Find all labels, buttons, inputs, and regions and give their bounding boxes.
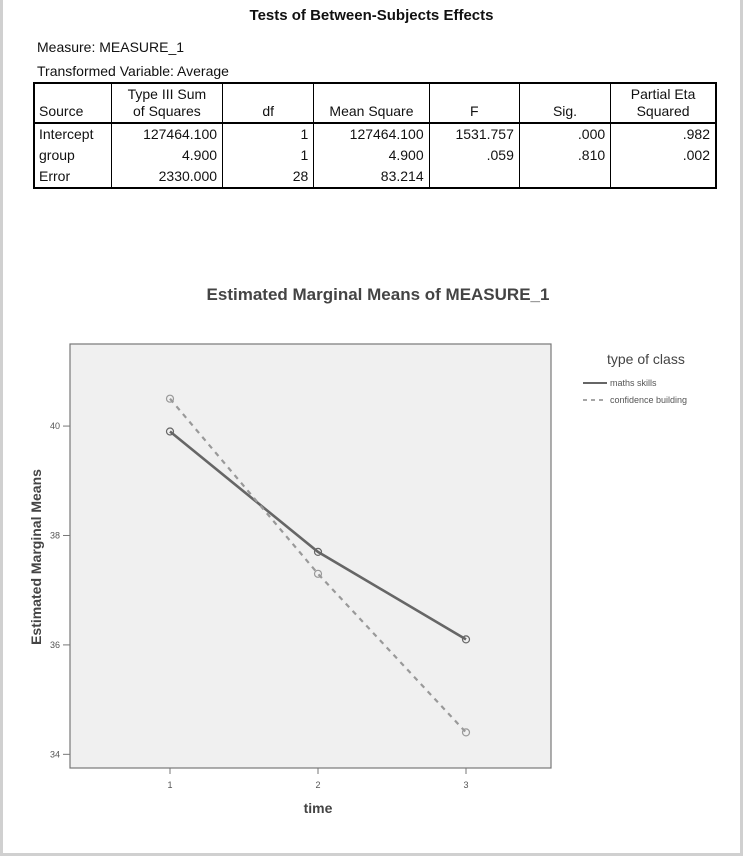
y-tick-label: 38	[49, 530, 60, 541]
header-eta-line2: Squared	[636, 103, 690, 119]
x-tick-label: 1	[167, 780, 173, 790]
cell-ss: 2330.000	[111, 166, 222, 188]
table-title: Tests of Between-Subjects Effects	[249, 7, 494, 24]
header-mean-square: Mean Square	[314, 83, 429, 123]
row-source: Intercept	[34, 123, 111, 145]
x-axis-title: time	[303, 800, 333, 816]
header-source: Source	[34, 83, 111, 123]
y-axis-title: Estimated Marginal Means	[28, 469, 44, 645]
header-ss-line2: of Squares	[133, 103, 201, 119]
legend-title: type of class	[607, 351, 685, 367]
y-axis	[50, 421, 70, 759]
header-sig: Sig.	[519, 83, 610, 123]
header-ss-line1: Type III Sum	[127, 86, 207, 102]
cell-eta: .002	[611, 145, 716, 166]
legend-label-confidence-building: confidence building	[610, 395, 688, 405]
cell-eta: .982	[611, 123, 716, 145]
cell-f: .059	[429, 145, 519, 166]
header-eta-line1: Partial Eta	[630, 86, 696, 102]
y-tick-label: 36	[49, 639, 60, 650]
cell-ss: 4.900	[111, 145, 222, 166]
legend	[583, 351, 687, 405]
measure-label: Measure: MEASURE_1	[37, 39, 185, 55]
row-source: Error	[34, 166, 111, 188]
x-tick-label: 2	[315, 780, 321, 790]
cell-df: 28	[223, 166, 314, 188]
cell-ss: 127464.100	[111, 123, 222, 145]
row-source: group	[34, 145, 111, 166]
cell-ms: 4.900	[314, 145, 429, 166]
cell-sig: .810	[519, 145, 610, 166]
transformed-variable-label: Transformed Variable: Average	[37, 63, 229, 79]
cell-df: 1	[223, 145, 314, 166]
y-tick-label: 40	[49, 421, 60, 432]
cell-sig: .000	[519, 123, 610, 145]
y-tick-label: 34	[49, 749, 60, 760]
cell-ms: 83.214	[314, 166, 429, 188]
header-df: df	[223, 83, 314, 123]
chart-title: Estimated Marginal Means of MEASURE_1	[206, 285, 550, 304]
cell-f: 1531.757	[429, 123, 519, 145]
legend-label-maths-skills: maths skills	[610, 378, 657, 388]
header-f: F	[429, 83, 519, 123]
plot-area	[70, 344, 551, 768]
x-tick-label: 3	[463, 780, 469, 790]
x-axis	[167, 768, 468, 790]
estimated-marginal-means-chart	[3, 0, 740, 856]
cell-df: 1	[223, 123, 314, 145]
cell-ms: 127464.100	[314, 123, 429, 145]
